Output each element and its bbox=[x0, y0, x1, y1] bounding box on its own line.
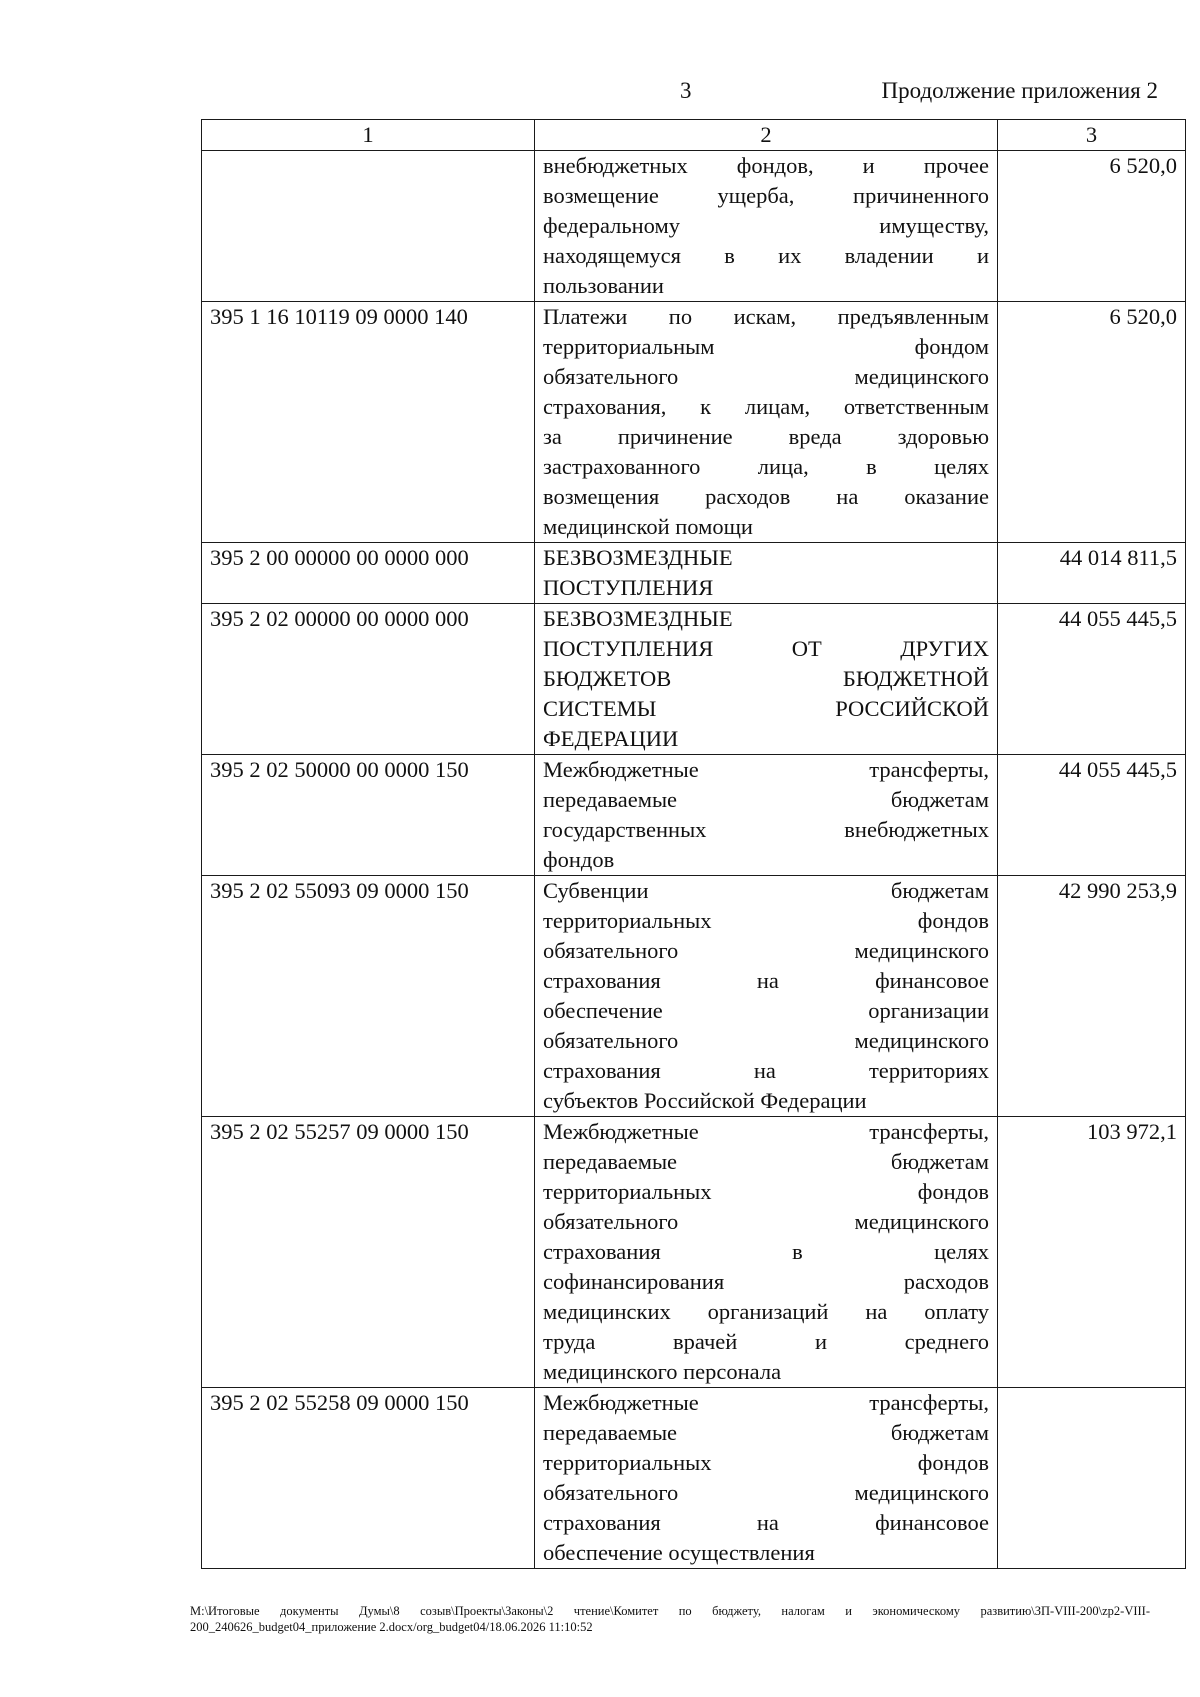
page-number: 3 bbox=[680, 78, 692, 103]
page-header bbox=[0, 78, 1200, 114]
column-number-row bbox=[202, 120, 1186, 151]
revenue-item-name-line: медицинской помощи bbox=[543, 514, 753, 539]
table-row bbox=[202, 1117, 1186, 1388]
revenue-item-name-line: страхования в целях bbox=[543, 1239, 989, 1264]
revenue-item-name-line: субъектов Российской Федерации bbox=[543, 1088, 867, 1113]
revenue-item-name-line: Субвенции бюджетам bbox=[543, 878, 989, 903]
budget-classification-code: 395 2 02 55093 09 0000 150 bbox=[202, 876, 535, 1117]
revenue-item-name bbox=[535, 755, 998, 876]
revenue-item-name-line: ПОСТУПЛЕНИЯ bbox=[543, 575, 714, 600]
budget-classification-code bbox=[202, 151, 535, 302]
revenue-item-name-line: возмещения расходов на оказание bbox=[543, 484, 989, 509]
revenue-item-name-line: труда врачей и среднего bbox=[543, 1329, 989, 1354]
revenue-item-name-line: обязательного медицинского bbox=[543, 938, 989, 963]
revenue-item-name bbox=[535, 302, 998, 543]
revenue-item-name bbox=[535, 876, 998, 1117]
revenue-item-name-line: территориальных фондов bbox=[543, 908, 989, 933]
revenue-item-name-line: фондов bbox=[543, 847, 615, 872]
revenue-item-name-line: государственных внебюджетных bbox=[543, 817, 989, 842]
budget-classification-code: 395 2 02 00000 00 0000 000 bbox=[202, 604, 535, 755]
budget-classification-code: 395 2 00 00000 00 0000 000 bbox=[202, 543, 535, 604]
amount-value: 44 055 445,5 bbox=[998, 604, 1186, 755]
column-header-code: 1 bbox=[202, 120, 535, 151]
revenue-item-name-line: территориальных фондов bbox=[543, 1450, 989, 1475]
budget-classification-code: 395 1 16 10119 09 0000 140 bbox=[202, 302, 535, 543]
amount-value bbox=[998, 1388, 1186, 1569]
column-header-name: 2 bbox=[535, 120, 998, 151]
table-row bbox=[202, 755, 1186, 876]
revenue-item-name-line: Межбюджетные трансферты, bbox=[543, 757, 989, 782]
footer-path-line-1: M:\Итоговые документы Думы\8 созыв\Проекты\Законы\2 чтение\Комитет по бюджету, налогам и экономическому развитию\ЗП-VIII-200\zp2-VIII- bbox=[190, 1604, 1150, 1618]
revenue-item-name-line: застрахованного лица, в целях bbox=[543, 454, 989, 479]
revenue-item-name-line: страхования, к лицам, ответственным bbox=[543, 394, 989, 419]
revenue-item-name-line: медицинского персонала bbox=[543, 1359, 782, 1384]
revenue-item-name bbox=[535, 1117, 998, 1388]
revenue-item-name-line: пользовании bbox=[543, 273, 664, 298]
revenue-item-name-line: внебюджетных фондов, и прочее bbox=[543, 153, 989, 178]
footer-path-line-2: 200_240626_budget04_приложение 2.docx/org_budget04/18.06.2026 11:10:52 bbox=[190, 1620, 593, 1634]
amount-value: 6 520,0 bbox=[998, 302, 1186, 543]
file-path-footer bbox=[190, 1603, 1150, 1635]
table-row bbox=[202, 302, 1186, 543]
revenue-item-name-line: страхования на финансовое bbox=[543, 968, 989, 993]
revenue-item-name-line: ФЕДЕРАЦИИ bbox=[543, 726, 679, 751]
table-row bbox=[202, 604, 1186, 755]
revenue-item-name-line: ПОСТУПЛЕНИЯ ОТ ДРУГИХ bbox=[543, 636, 989, 661]
revenue-item-name-line: находящемуся в их владении и bbox=[543, 243, 989, 268]
revenue-item-name bbox=[535, 151, 998, 302]
budget-classification-code: 395 2 02 50000 00 0000 150 bbox=[202, 755, 535, 876]
revenue-item-name-line: БЮДЖЕТОВ БЮДЖЕТНОЙ bbox=[543, 666, 989, 691]
revenue-item-name-line: федеральному имуществу, bbox=[543, 213, 989, 238]
revenue-item-name-line: территориальных фондов bbox=[543, 1179, 989, 1204]
revenue-item-name-line: Межбюджетные трансферты, bbox=[543, 1119, 989, 1144]
table-body bbox=[202, 151, 1186, 1569]
revenue-item-name bbox=[535, 543, 998, 604]
revenue-item-name-line: БЕЗВОЗМЕЗДНЫЕ bbox=[543, 606, 733, 631]
revenue-item-name-line: БЕЗВОЗМЕЗДНЫЕ bbox=[543, 545, 733, 570]
revenue-item-name-line: обеспечение осуществления bbox=[543, 1540, 815, 1565]
amount-value: 6 520,0 bbox=[998, 151, 1186, 302]
budget-revenue-table bbox=[201, 119, 1186, 1569]
appendix-continuation-label: Продолжение приложения 2 bbox=[881, 78, 1158, 103]
revenue-item-name-line: обязательного медицинского bbox=[543, 1209, 989, 1234]
revenue-item-name-line: софинансирования расходов bbox=[543, 1269, 989, 1294]
revenue-item-name-line: обязательного медицинского bbox=[543, 364, 989, 389]
revenue-item-name-line: медицинских организаций на оплату bbox=[543, 1299, 989, 1324]
revenue-item-name-line: возмещение ущерба, причиненного bbox=[543, 183, 989, 208]
revenue-item-name-line: СИСТЕМЫ РОССИЙСКОЙ bbox=[543, 696, 989, 721]
amount-value: 44 014 811,5 bbox=[998, 543, 1186, 604]
revenue-item-name-line: обеспечение организации bbox=[543, 998, 989, 1023]
revenue-item-name bbox=[535, 604, 998, 755]
table-row bbox=[202, 1388, 1186, 1569]
amount-value: 42 990 253,9 bbox=[998, 876, 1186, 1117]
revenue-item-name-line: передаваемые бюджетам bbox=[543, 787, 989, 812]
revenue-item-name-line: территориальным фондом bbox=[543, 334, 989, 359]
revenue-item-name-line: страхования на территориях bbox=[543, 1058, 989, 1083]
amount-value: 44 055 445,5 bbox=[998, 755, 1186, 876]
budget-classification-code: 395 2 02 55257 09 0000 150 bbox=[202, 1117, 535, 1388]
budget-classification-code: 395 2 02 55258 09 0000 150 bbox=[202, 1388, 535, 1569]
amount-value: 103 972,1 bbox=[998, 1117, 1186, 1388]
column-header-amount: 3 bbox=[998, 120, 1186, 151]
revenue-item-name-line: за причинение вреда здоровью bbox=[543, 424, 989, 449]
revenue-item-name-line: обязательного медицинского bbox=[543, 1480, 989, 1505]
table-row bbox=[202, 876, 1186, 1117]
revenue-item-name-line: страхования на финансовое bbox=[543, 1510, 989, 1535]
table-row bbox=[202, 543, 1186, 604]
revenue-item-name bbox=[535, 1388, 998, 1569]
revenue-item-name-line: Платежи по искам, предъявленным bbox=[543, 304, 989, 329]
revenue-item-name-line: передаваемые бюджетам bbox=[543, 1420, 989, 1445]
table-row bbox=[202, 151, 1186, 302]
revenue-item-name-line: Межбюджетные трансферты, bbox=[543, 1390, 989, 1415]
revenue-item-name-line: передаваемые бюджетам bbox=[543, 1149, 989, 1174]
revenue-item-name-line: обязательного медицинского bbox=[543, 1028, 989, 1053]
